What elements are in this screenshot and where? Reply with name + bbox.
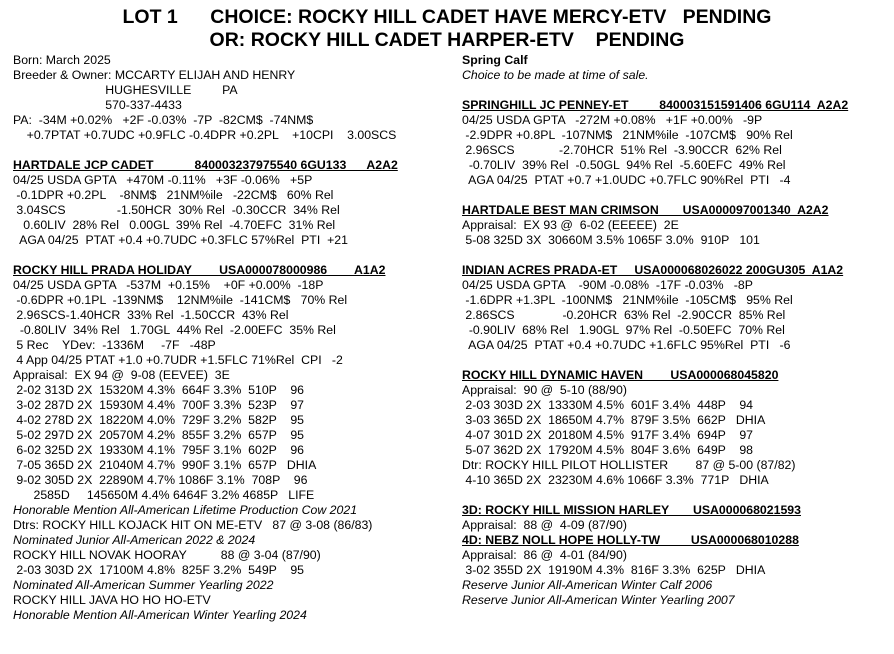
pedigree-heading: 3D: ROCKY HILL MISSION HARLEY USA000068021593 [462,503,801,517]
text-line: 4-10 365D 2X 23230M 4.6% 1066F 3.3% 771P DHIA [462,473,769,487]
text-line: 3.04SCS -1.50HCR 30% Rel -0.30CCR 34% Rel [13,203,340,217]
text-line: +0.7PTAT +0.7UDC +0.9FLC -0.4DPR +0.2PL +10CPI 3.00SCS [13,128,397,142]
text-line: Breeder & Owner: MCCARTY ELIJAH AND HENRY [13,68,296,82]
text-line: Dtr: ROCKY HILL PILOT HOLLISTER 87 @ 5-00 (87/82) [462,458,796,472]
lot-subtitle: OR: ROCKY HILL CADET HARPER-ETV PENDING [209,29,685,51]
award-note: Nominated All-American Summer Yearling 2022 [13,578,274,592]
text-line: AGA 04/25 PTAT +0.7 +1.0UDC +0.7FLC 90%Rel PTI -4 [462,173,791,187]
text-line: Appraisal: EX 94 @ 9-08 (EEVEE) 3E [13,368,230,382]
text-line: 3-02 287D 2X 15930M 4.4% 700F 3.3% 523P 97 [13,398,304,412]
award-note: Reserve Junior All-American Winter Yearling 2007 [462,593,735,607]
text-line: -1.6DPR +1.3PL -100NM$ 21NM%ile -105CM$ 95% Rel [462,293,793,307]
text-line: PA: -34M +0.02% +2F -0.03% -7P -82CM$ -74NM$ [13,113,314,127]
text-line: 6-02 325D 2X 19330M 4.1% 795F 3.1% 602P 96 [13,443,304,457]
right-column [462,53,887,608]
text-line: -0.90LIV 68% Rel 1.90GL 97% Rel -0.50EFC 70% Rel [462,323,785,337]
pedigree-heading: ROCKY HILL DYNAMIC HAVEN USA000068045820 [462,368,779,382]
text-line: 3-02 355D 2X 19190M 4.3% 816F 3.3% 625P DHIA [462,563,766,577]
text-line: Appraisal: EX 93 @ 6-02 (EEEEE) 2E [462,218,679,232]
spacer [13,143,453,158]
text-line: 570-337-4433 [13,98,182,112]
text-line: Dtrs: ROCKY HILL KOJACK HIT ON ME-ETV 87 @ 3-08 (86/83) [13,518,373,532]
left-column [13,53,453,623]
pedigree-heading: SPRINGHILL JC PENNEY-ET 840003151591406 6GU114 A2A2 [462,98,849,112]
text-line: 9-02 305D 2X 22890M 4.7% 1086F 3.1% 708P 96 [13,473,308,487]
spacer [462,353,887,368]
text-line: 04/25 USDA GPTA -90M -0.08% -17F -0.03% -8P [462,278,753,292]
text-line: 2.96SCS -2.70HCR 51% Rel -3.90CCR 62% Rel [462,143,782,157]
award-note: Honorable Mention All-American Lifetime Production Cow 2021 [13,503,358,517]
text-line: 4 App 04/25 PTAT +1.0 +0.7UDR +1.5FLC 71%Rel CPI -2 [13,353,343,367]
text-line: -0.1DPR +0.2PL -8NM$ 21NM%ile -22CM$ 60% Rel [13,188,334,202]
text-line: -0.80LIV 34% Rel 1.70GL 44% Rel -2.00EFC 35% Rel [13,323,336,337]
pedigree-heading: INDIAN ACRES PRADA-ET USA000068026022 200GU305 A1A2 [462,263,844,277]
text-line: -2.9DPR +0.8PL -107NM$ 21NM%ile -107CM$ 90% Rel [462,128,793,142]
text-line: Appraisal: 86 @ 4-01 (84/90) [462,548,627,562]
text-line: 4-07 301D 2X 20180M 4.5% 917F 3.4% 694P 97 [462,428,753,442]
text-line: 2-03 303D 2X 13330M 4.5% 601F 3.4% 448P 94 [462,398,753,412]
text-line: 0.60LIV 28% Rel 0.00GL 39% Rel -4.70EFC 31% Rel [13,218,336,232]
award-note: Choice to be made at time of sale. [462,68,649,82]
spacer [13,248,453,263]
text-line: 5-02 297D 2X 20570M 4.2% 855F 3.2% 657P 95 [13,428,304,442]
text-line: AGA 04/25 PTAT +0.4 +0.7UDC +1.6FLC 95%Rel PTI -6 [462,338,791,352]
text-line: 5 Rec YDev: -1336M -7F -48P [13,338,216,352]
text-line: Appraisal: 88 @ 4-09 (87/90) [462,518,627,532]
text-line: 5-08 325D 3X 30660M 3.5% 1065F 3.0% 910P 101 [462,233,760,247]
pedigree-heading: HARTDALE BEST MAN CRIMSON USA000097001340 A2A2 [462,203,829,217]
text-line: Appraisal: 90 @ 5-10 (88/90) [462,383,627,397]
text-line: 2585D 145650M 4.4% 6464F 3.2% 4685P LIFE [13,488,315,502]
spacer [462,488,887,503]
award-note: Nominated Junior All-American 2022 & 2024 [13,533,256,547]
spacer [462,188,887,203]
pedigree-heading: 4D: NEBZ NOLL HOPE HOLLY-TW USA000068010288 [462,533,799,547]
text-line: 3-03 365D 2X 18650M 4.7% 879F 3.5% 662P DHIA [462,413,766,427]
text-line: 2.96SCS-1.40HCR 33% Rel -1.50CCR 43% Rel [13,308,289,322]
text-line: Spring Calf [462,53,528,67]
text-line: -0.70LIV 39% Rel -0.50GL 94% Rel -5.60EFC 49% Rel [462,158,786,172]
text-line: 04/25 USDA GPTA -272M +0.08% +1F +0.00% -9P [462,113,763,127]
award-note: Honorable Mention All-American Winter Yearling 2024 [13,608,307,622]
award-note: Reserve Junior All-American Winter Calf 2006 [462,578,713,592]
text-line: ROCKY HILL NOVAK HOORAY 88 @ 3-04 (87/90) [13,548,321,562]
text-line: 7-05 365D 2X 21040M 4.7% 990F 3.1% 657P DHIA [13,458,317,472]
lot-title: LOT 1 CHOICE: ROCKY HILL CADET HAVE MERCY-ETV PENDING [122,6,772,28]
spacer [462,83,887,98]
text-line: 04/25 USDA GPTA -537M +0.15% +0F +0.00% -18P [13,278,324,292]
spacer [462,248,887,263]
text-line: 2-02 313D 2X 15320M 4.3% 664F 3.3% 510P 96 [13,383,304,397]
pedigree-heading: HARTDALE JCP CADET 840003237975540 6GU133 A2A2 [13,158,398,172]
text-line: 5-07 362D 2X 17920M 4.5% 804F 3.6% 649P 98 [462,443,753,457]
text-line: 04/25 USDA GPTA +470M -0.11% +3F -0.06% +5P [13,173,313,187]
text-line: -0.6DPR +0.1PL -139NM$ 12NM%ile -141CM$ 70% Rel [13,293,348,307]
text-line: ROCKY HILL JAVA HO HO HO-ETV [13,593,211,607]
text-line: HUGHESVILLE PA [13,83,238,97]
text-line: AGA 04/25 PTAT +0.4 +0.7UDC +0.3FLC 57%Rel PTI +21 [13,233,348,247]
text-line: 2.86SCS -0.20HCR 63% Rel -2.90CCR 85% Rel [462,308,786,322]
text-line: 4-02 278D 2X 18220M 4.0% 729F 3.2% 582P 95 [13,413,304,427]
text-line: 2-03 303D 2X 17100M 4.8% 825F 3.2% 549P 95 [13,563,304,577]
pedigree-heading: ROCKY HILL PRADA HOLIDAY USA000078000986 A1A2 [13,263,386,277]
text-line: Born: March 2025 [13,53,111,67]
